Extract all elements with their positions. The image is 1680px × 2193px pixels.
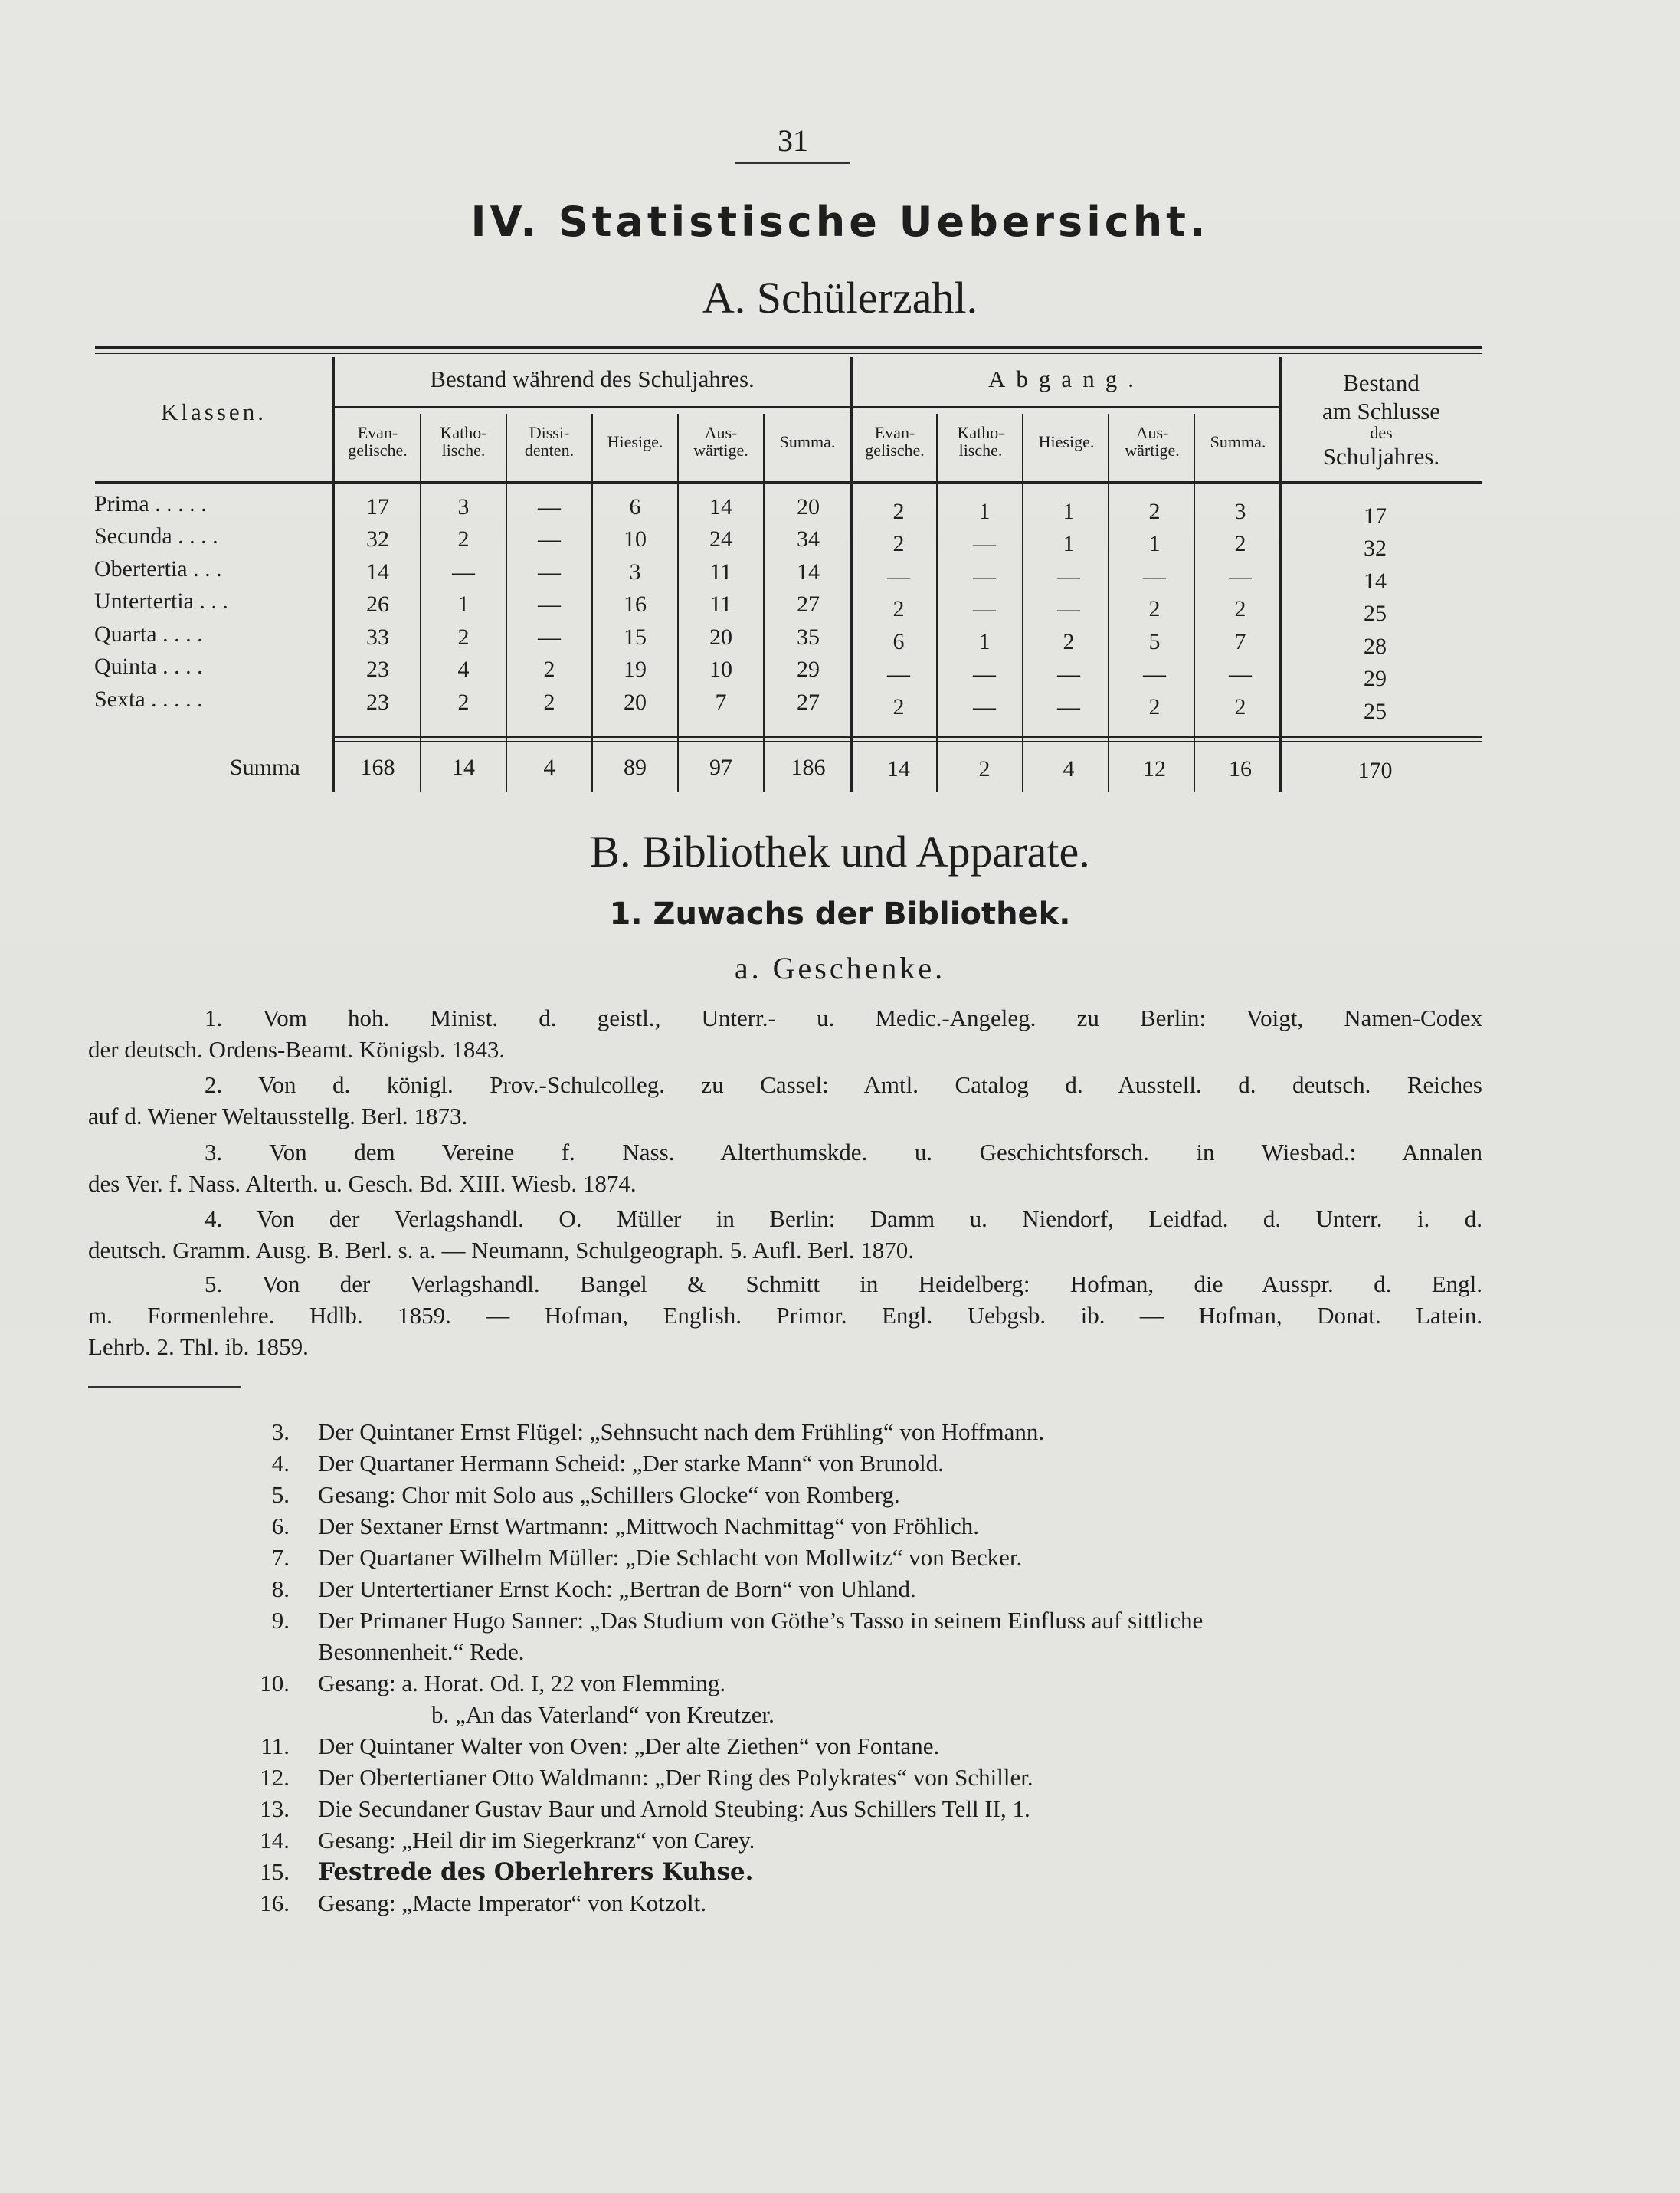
- programm-text: Der Sextaner Ernst Wartmann: „Mittwoch Nachmittag“ von Fröhlich.: [318, 1513, 979, 1539]
- section-a-title: A. Schülerzahl.: [702, 273, 978, 323]
- abgang-col-auswaertige: Aus- wärtige.: [1125, 423, 1180, 460]
- cell-bestand: 2: [543, 657, 555, 682]
- geschenk-line: Lehrb. 2. Thl. ib. 1859.: [88, 1333, 309, 1360]
- geschenk-entry: [88, 1069, 1482, 1132]
- programm-text: Gesang: Chor mit Solo aus „Schillers Glocke“ von Romberg.: [318, 1481, 900, 1508]
- cell-bestand: 32: [366, 526, 389, 552]
- row-klasse: Quarta . . . .: [94, 621, 203, 647]
- cell-bestand: 7: [715, 690, 727, 715]
- cell-abgang: —: [1143, 661, 1166, 687]
- cell-abgang: —: [973, 564, 996, 589]
- cell-bestand: 3: [457, 494, 470, 520]
- bestand-col-auswaertige: Aus- wärtige.: [693, 423, 748, 460]
- cell-bestand: 35: [797, 624, 820, 650]
- section-b-title: B. Bibliothek und Apparate.: [590, 827, 1090, 877]
- programm-number: 13.: [260, 1795, 290, 1822]
- programm-text: Der Quartaner Wilhelm Müller: „Die Schlacht von Mollwitz“ von Becker.: [318, 1544, 1023, 1571]
- cell-bestand: 27: [797, 592, 820, 617]
- cell-abgang: —: [973, 596, 996, 621]
- cell-bestand: 14: [709, 494, 732, 520]
- programm-number: 3.: [271, 1418, 290, 1445]
- cell-bestand: 27: [797, 690, 820, 715]
- programm-text: Der Quintaner Ernst Flügel: „Sehnsucht nach dem Frühling“ von Hoffmann.: [318, 1418, 1045, 1445]
- bestand-header: Bestand während des Schuljahres.: [430, 366, 755, 392]
- section-ba-title: a. Geschenke.: [734, 951, 946, 985]
- cell-abgang: 2: [1063, 629, 1075, 654]
- geschenk-line: 3. Von dem Vereine f. Nass. Alterthumskde. u. Geschichtsforsch. in Wiesbad.: Annalen: [205, 1139, 1482, 1165]
- abgang-col-summa: Summa.: [1210, 432, 1266, 451]
- cell-schluss: 25: [1364, 601, 1387, 626]
- cell-abgang: 5: [1148, 629, 1161, 654]
- abgang-col-evangelische: Evan- gelische.: [865, 423, 925, 460]
- table-top-rule-thin: [95, 353, 1482, 354]
- cell-bestand: 29: [797, 657, 820, 682]
- cell-bestand: —: [538, 592, 561, 617]
- cell-bestand: —: [538, 559, 561, 585]
- row-klasse: Secunda . . . .: [94, 523, 218, 549]
- cell-abgang: 2: [892, 531, 905, 556]
- row-klasse: Sexta . . . . .: [94, 687, 203, 712]
- programm-number: 8.: [271, 1575, 290, 1602]
- page-number-rule: [735, 162, 850, 164]
- programm-text: Gesang: „Heil dir im Siegerkranz“ von Carey.: [318, 1827, 755, 1854]
- programm-number: 12.: [260, 1764, 290, 1791]
- cell-bestand: 16: [624, 592, 647, 617]
- cell-abgang: 2: [1148, 694, 1161, 720]
- programm-text-cont: b. „An das Vaterland“ von Kreutzer.: [431, 1701, 775, 1728]
- cell-abgang: 1: [978, 499, 991, 524]
- summa-abgang: 12: [1143, 756, 1166, 782]
- programm-number: 11.: [260, 1732, 290, 1759]
- cell-abgang: —: [973, 661, 996, 687]
- geschenk-line: des Ver. f. Nass. Alterth. u. Gesch. Bd. XIII. Wiesb. 1874.: [88, 1170, 637, 1197]
- programm-number: 9.: [271, 1607, 290, 1634]
- cell-schluss: 29: [1364, 666, 1387, 691]
- cell-abgang: 1: [978, 629, 991, 654]
- programm-text: Gesang: a. Horat. Od. I, 22 von Flemming.: [318, 1670, 726, 1696]
- bestand-col-evangelische: Evan- gelische.: [348, 423, 408, 460]
- cell-schluss: 14: [1364, 569, 1387, 594]
- section-b1-title: 1. Zuwachs der Bibliothek.: [609, 897, 1071, 932]
- summa-abgang: 14: [887, 756, 910, 782]
- programm-text: Der Obertertianer Otto Waldmann: „Der Ring des Polykrates“ von Schiller.: [318, 1764, 1033, 1791]
- cell-bestand: 20: [624, 690, 647, 715]
- cell-bestand: —: [538, 624, 561, 650]
- summa-bestand: 4: [543, 755, 555, 780]
- geschenk-line: 1. Vom hoh. Minist. d. geistl., Unterr.- u. Medic.-Angeleg. zu Berlin: Voigt, Namen-Codex: [205, 1005, 1482, 1031]
- programm-number: 15.: [260, 1858, 290, 1885]
- cell-schluss: 17: [1364, 503, 1387, 529]
- cell-bestand: 10: [624, 526, 647, 552]
- schluss-header-3: des: [1370, 423, 1393, 442]
- summa-schluss: 170: [1357, 758, 1393, 783]
- cell-abgang: 1: [1063, 499, 1075, 524]
- cell-bestand: 10: [709, 657, 732, 682]
- programm-number: 6.: [271, 1513, 290, 1539]
- row-klasse: Untertertia . . .: [94, 588, 228, 614]
- programm-number: 14.: [260, 1827, 290, 1854]
- cell-abgang: —: [887, 564, 910, 589]
- geschenk-line: 2. Von d. königl. Prov.-Schulcolleg. zu Cassel: Amtl. Catalog d. Ausstell. d. deutsch. Reiches: [205, 1071, 1482, 1098]
- cell-bestand: —: [538, 494, 561, 520]
- cell-schluss: 32: [1364, 536, 1387, 561]
- cell-bestand: 34: [797, 526, 820, 552]
- schluss-header-1: Bestand: [1343, 369, 1420, 396]
- bestand-col-summa: Summa.: [779, 432, 836, 451]
- geschenk-line: der deutsch. Ordens-Beamt. Königsb. 1843.: [88, 1036, 506, 1063]
- bestand-col-hiesige: Hiesige.: [607, 432, 663, 451]
- abgang-col-katholische: Katho- lische.: [957, 423, 1004, 460]
- cell-bestand: 19: [624, 657, 647, 682]
- abgang-header: Abgang.: [988, 366, 1145, 392]
- cell-bestand: 11: [709, 592, 732, 617]
- cell-abgang: 2: [892, 596, 905, 621]
- summa-label: Summa: [230, 755, 300, 780]
- table-top-rule: [95, 346, 1482, 349]
- cell-abgang: —: [1057, 661, 1080, 687]
- cell-abgang: 3: [1234, 499, 1246, 524]
- cell-bestand: 17: [366, 494, 389, 520]
- cell-abgang: —: [1057, 564, 1080, 589]
- cell-bestand: —: [452, 559, 475, 585]
- cell-bestand: 2: [457, 690, 470, 715]
- schluss-header-2: am Schlusse: [1321, 398, 1441, 425]
- cell-abgang: 2: [1148, 499, 1161, 524]
- cell-bestand: 1: [457, 592, 470, 617]
- summa-bestand: 14: [452, 755, 475, 780]
- cell-bestand: 23: [366, 657, 389, 682]
- cell-bestand: 33: [366, 624, 389, 650]
- geschenk-line: deutsch. Gramm. Ausg. B. Berl. s. a. — Neumann, Schulgeograph. 5. Aufl. Berl. 1870.: [88, 1237, 914, 1264]
- programm-number: 16.: [260, 1890, 290, 1916]
- cell-abgang: —: [1229, 661, 1252, 687]
- cell-abgang: —: [1143, 564, 1166, 589]
- geschenk-line: auf d. Wiener Weltausstellg. Berl. 1873.: [88, 1103, 468, 1129]
- programm-text-cont: Besonnenheit.“ Rede.: [318, 1638, 525, 1665]
- cell-bestand: 20: [797, 494, 820, 520]
- summa-bestand: 168: [360, 755, 395, 780]
- summa-bestand: 89: [624, 755, 647, 780]
- row-klasse: Quinta . . . .: [94, 654, 203, 679]
- cell-abgang: 6: [892, 629, 905, 654]
- cell-abgang: 1: [1063, 531, 1075, 556]
- cell-bestand: 23: [366, 690, 389, 715]
- bestand-col-katholische: Katho- lische.: [440, 423, 487, 460]
- cell-abgang: 7: [1234, 629, 1246, 654]
- row-klasse: Obertertia . . .: [94, 556, 222, 582]
- cell-abgang: 2: [892, 499, 905, 524]
- cell-abgang: —: [1057, 694, 1080, 720]
- cell-abgang: 2: [892, 694, 905, 720]
- programm-number: 5.: [271, 1481, 290, 1508]
- cell-schluss: 28: [1364, 634, 1387, 659]
- cell-abgang: 2: [1234, 694, 1246, 720]
- cell-schluss: 25: [1364, 699, 1387, 724]
- summa-abgang: 16: [1229, 756, 1252, 782]
- cell-abgang: 1: [1148, 531, 1161, 556]
- programm-number: 10.: [260, 1670, 290, 1696]
- summa-bestand: 97: [709, 755, 732, 780]
- geschenk-entry: [88, 1268, 1482, 1362]
- summa-bestand: 186: [791, 755, 826, 780]
- bestand-col-dissidenten: Dissi- denten.: [524, 423, 575, 460]
- programm-text: Der Quartaner Hermann Scheid: „Der starke Mann“ von Brunold.: [318, 1450, 944, 1477]
- geschenk-line: m. Formenlehre. Hdlb. 1859. — Hofman, English. Primor. Engl. Uebgsb. ib. — Hofman, Donat. Latein.: [88, 1302, 1482, 1329]
- programm-number: 7.: [271, 1544, 290, 1571]
- programm-text: Der Untertertianer Ernst Koch: „Bertran de Born“ von Uhland.: [318, 1575, 916, 1602]
- cell-bestand: 4: [457, 657, 470, 682]
- cell-abgang: —: [1057, 596, 1080, 621]
- main-title: IV. Statistische Uebersicht.: [470, 198, 1210, 246]
- cell-bestand: 2: [457, 526, 470, 552]
- cell-bestand: 2: [457, 624, 470, 650]
- geschenk-entry: [88, 1002, 1482, 1065]
- cell-bestand: 24: [709, 526, 732, 552]
- geschenk-line: 5. Von der Verlagshandl. Bangel & Schmitt in Heidelberg: Hofman, die Ausspr. d. Engl.: [205, 1270, 1482, 1297]
- programm-text: Die Secundaner Gustav Baur und Arnold Steubing: Aus Schillers Tell II, 1.: [318, 1795, 1030, 1822]
- programm-number: 4.: [271, 1450, 290, 1477]
- page-number: 31: [778, 123, 808, 158]
- cell-bestand: —: [538, 526, 561, 552]
- cell-bestand: 15: [624, 624, 647, 650]
- programm-text: Der Primaner Hugo Sanner: „Das Studium von Göthe’s Tasso in seinem Einfluss auf sittliche: [318, 1607, 1204, 1634]
- footnote-rule: [88, 1386, 241, 1388]
- cell-abgang: 2: [1234, 596, 1246, 621]
- cell-abgang: —: [973, 694, 996, 720]
- cell-bestand: 11: [709, 559, 732, 585]
- cell-bestand: 14: [797, 559, 820, 585]
- cell-abgang: 2: [1234, 531, 1246, 556]
- cell-bestand: 2: [543, 690, 555, 715]
- abgang-col-hiesige: Hiesige.: [1038, 432, 1095, 451]
- geschenk-entry: [88, 1203, 1482, 1266]
- schluss-header-4: Schuljahres.: [1322, 443, 1440, 470]
- summa-abgang: 2: [978, 756, 991, 782]
- cell-abgang: —: [1229, 564, 1252, 589]
- programm-text: Der Quintaner Walter von Oven: „Der alte Ziethen“ von Fontane.: [318, 1732, 940, 1759]
- cell-bestand: 14: [366, 559, 389, 585]
- geschenk-entry: [88, 1136, 1482, 1199]
- cell-abgang: —: [887, 661, 910, 687]
- cell-bestand: 3: [629, 559, 641, 585]
- cell-abgang: —: [973, 531, 996, 556]
- cell-bestand: 20: [709, 624, 732, 650]
- klassen-header: Klassen.: [161, 398, 267, 425]
- programm-text: Gesang: „Macte Imperator“ von Kotzolt.: [318, 1890, 707, 1916]
- geschenk-line: 4. Von der Verlagshandl. O. Müller in Berlin: Damm u. Niendorf, Leidfad. d. Unterr. i. d.: [205, 1205, 1482, 1232]
- cell-abgang: 2: [1148, 596, 1161, 621]
- programm-text: Festrede des Oberlehrers Kuhse.: [318, 1858, 754, 1886]
- summa-abgang: 4: [1063, 756, 1075, 782]
- cell-bestand: 26: [366, 592, 389, 617]
- row-klasse: Prima . . . . .: [94, 491, 207, 516]
- cell-bestand: 6: [629, 494, 641, 520]
